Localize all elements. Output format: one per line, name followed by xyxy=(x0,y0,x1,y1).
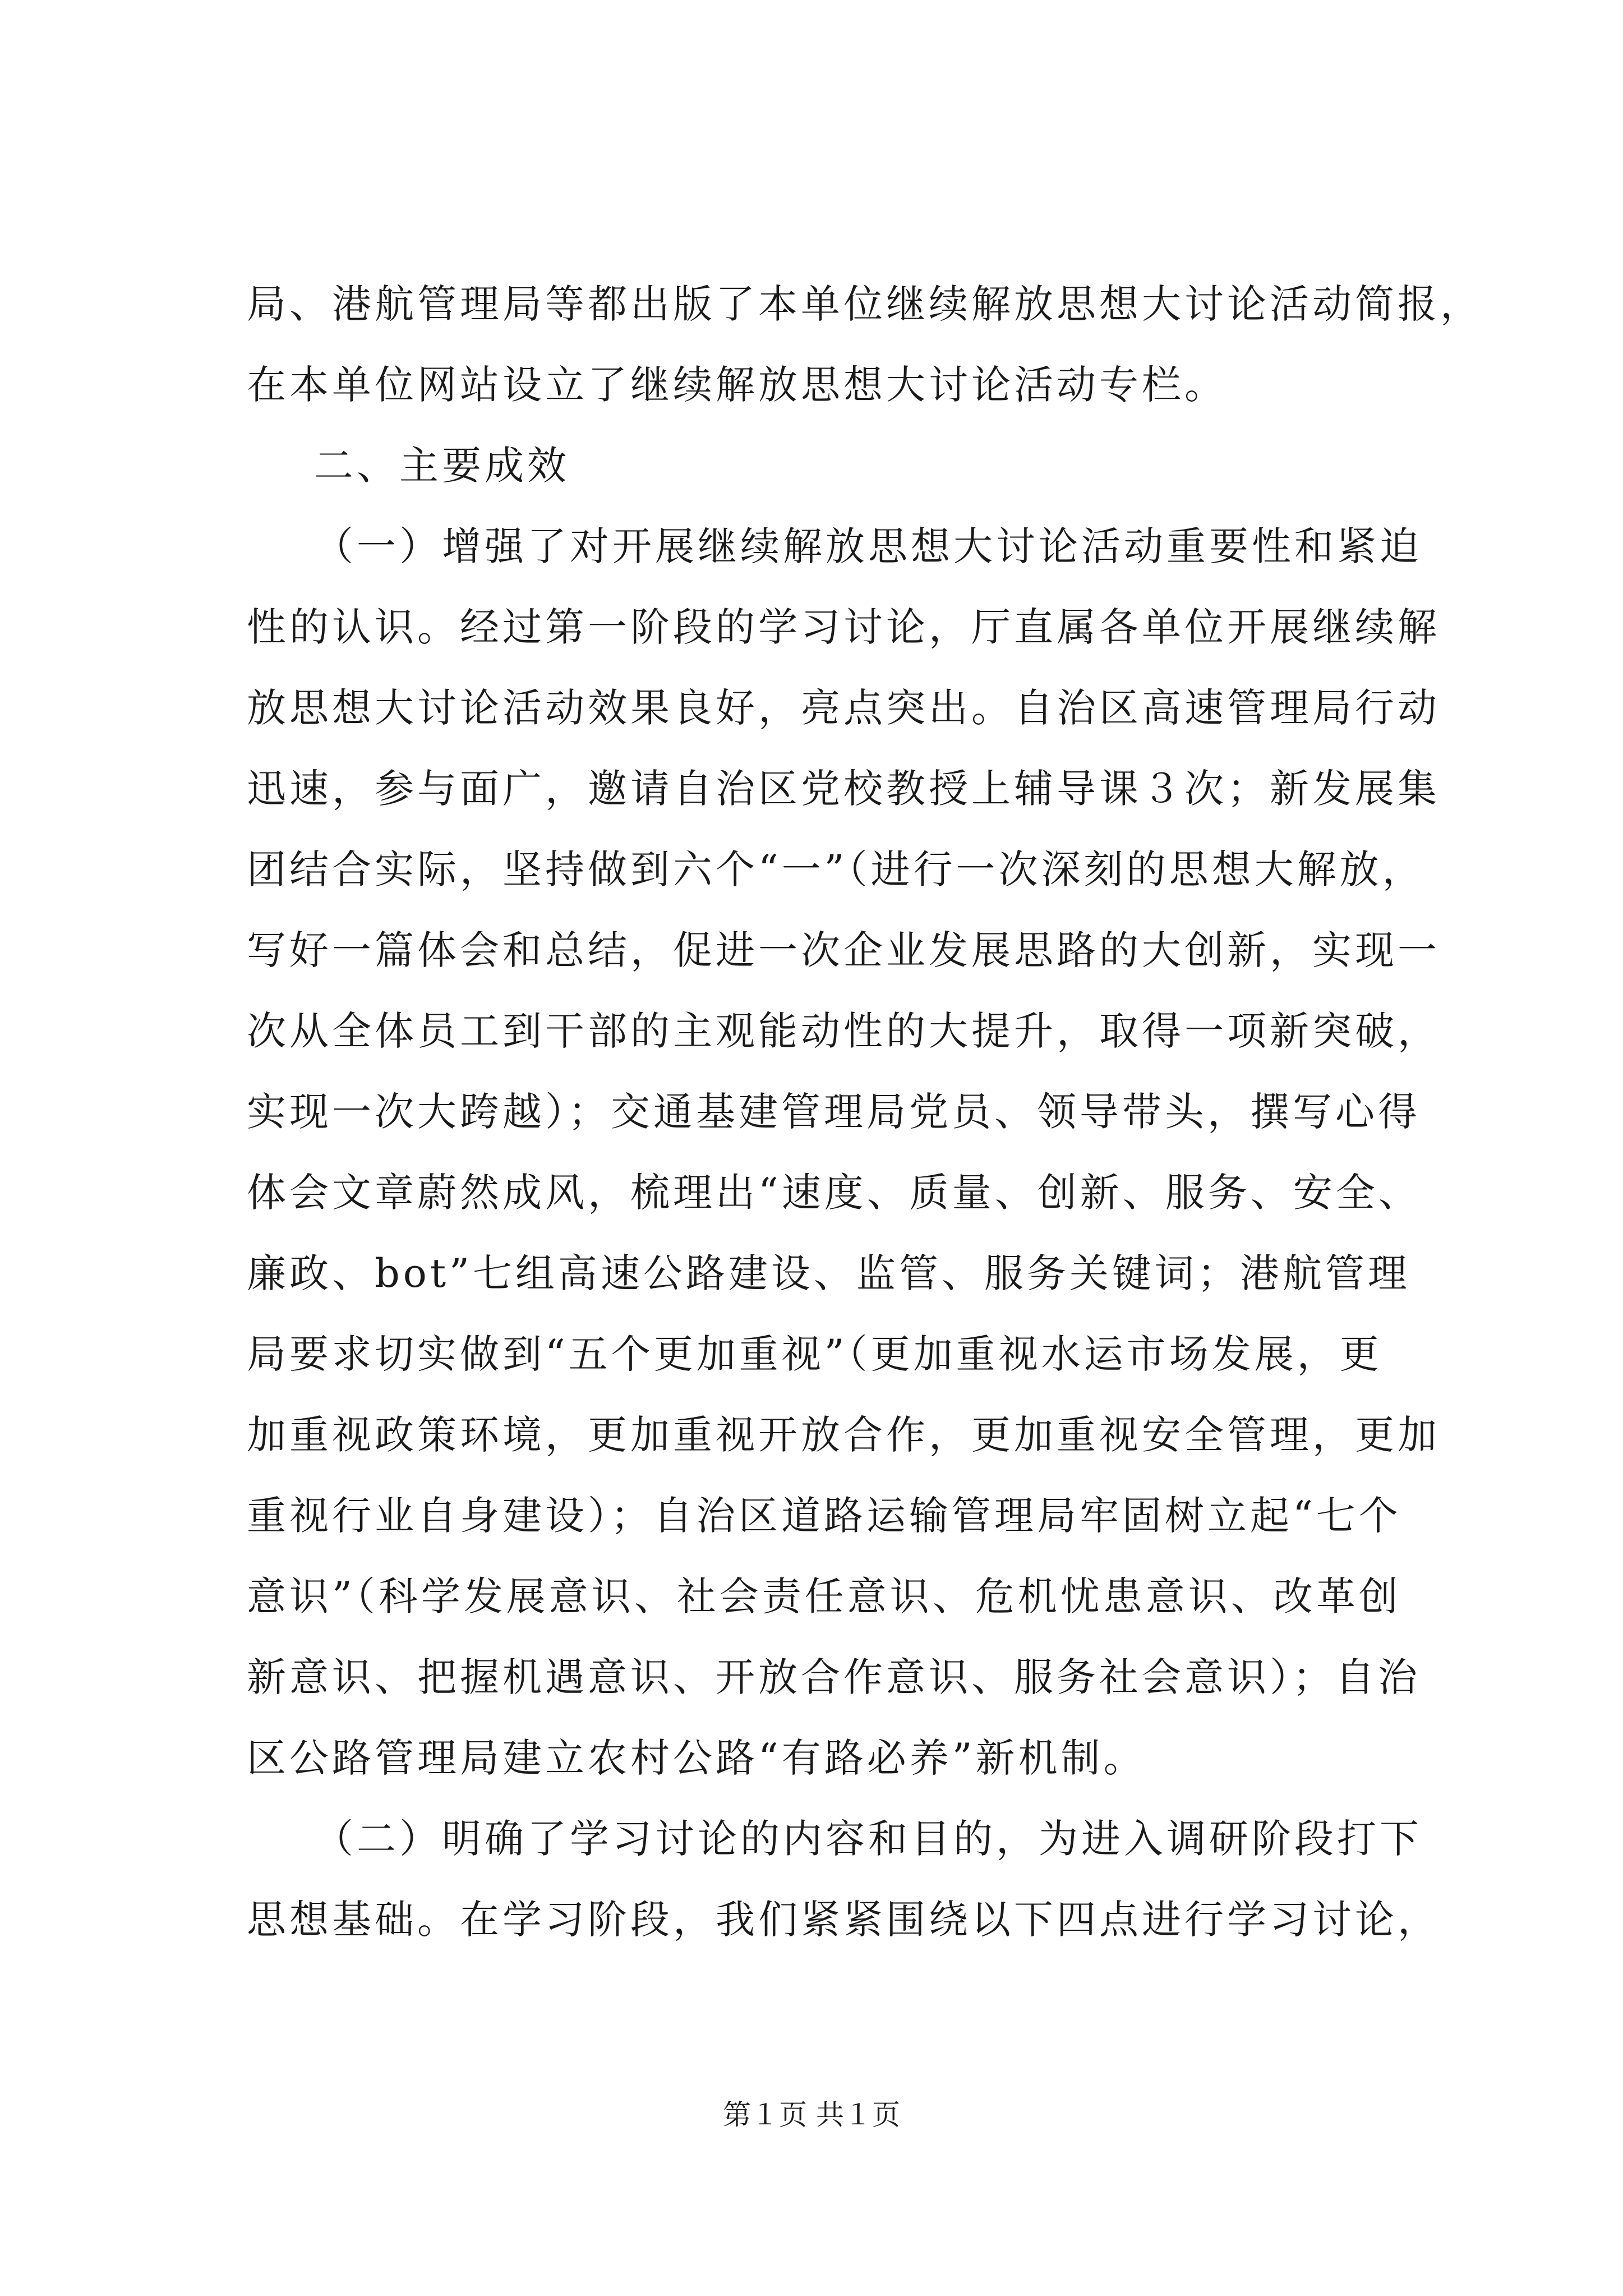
text-line: 放思想大讨论活动效果良好，亮点突出。自治区高速管理局行动 xyxy=(247,685,1440,731)
text-line: 在本单位网站设立了继续解放思想大讨论活动专栏。 xyxy=(247,362,1227,408)
page-footer xyxy=(0,2095,1623,2134)
text-line: 加重视政策环境，更加重视开放合作，更加重视安全管理，更加 xyxy=(247,1412,1440,1458)
text-line: 写好一篇体会和总结，促进一次企业发展思路的大创新，实现一 xyxy=(247,927,1440,973)
paragraph-start: （二）明确了学习讨论的内容和目的，为进入调研阶段打下 xyxy=(314,1816,1422,1862)
text-line: 意识”（科学发展意识、社会责任意识、危机忧患意识、改革创 xyxy=(247,1573,1401,1619)
text-line: 重视行业自身建设）；自治区道路运输管理局牢固树立起“七个 xyxy=(247,1493,1401,1539)
page-number-label: 第１页 共１页 xyxy=(723,2099,900,2131)
text-line: 次从全体员工到干部的主观能动性的大提升，取得一项新突破， xyxy=(247,1008,1440,1054)
text-line: 体会文章蔚然成风，梳理出“速度、质量、创新、服务、安全、 xyxy=(247,1170,1421,1216)
text-line: 新意识、把握机遇意识、开放合作意识、服务社会意识）；自治 xyxy=(247,1654,1421,1700)
text-line: 局、港航管理局等都出版了本单位继续解放思想大讨论活动简报， xyxy=(247,281,1483,327)
text-line: 局要求切实做到“五个更加重视”（更加重视水运市场发展，更 xyxy=(247,1331,1382,1377)
section-heading: 二、主要成效 xyxy=(314,443,570,489)
text-line: 区公路管理局建立农村公路“有路必养”新机制。 xyxy=(247,1735,1146,1781)
text-line: 团结合实际，坚持做到六个“一”（进行一次深刻的思想大解放， xyxy=(247,846,1425,892)
text-line: 性的认识。经过第一阶段的学习讨论，厅直属各单位开展继续解 xyxy=(247,604,1440,650)
body-text xyxy=(247,264,1497,1960)
text-line: 迅速，参与面广，邀请自治区党校教授上辅导课３次；新发展集 xyxy=(247,766,1440,812)
paragraph-start: （一）增强了对开展继续解放思想大讨论活动重要性和紧迫 xyxy=(314,523,1422,569)
text-line: 实现一次大跨越）；交通基建管理局党员、领导带头，撰写心得 xyxy=(247,1089,1421,1135)
text-line: 廉政、bot”七组高速公路建设、监管、服务关键词；港航管理 xyxy=(247,1250,1410,1296)
text-line: 思想基础。在学习阶段，我们紧紧围绕以下四点进行学习讨论， xyxy=(247,1897,1440,1943)
